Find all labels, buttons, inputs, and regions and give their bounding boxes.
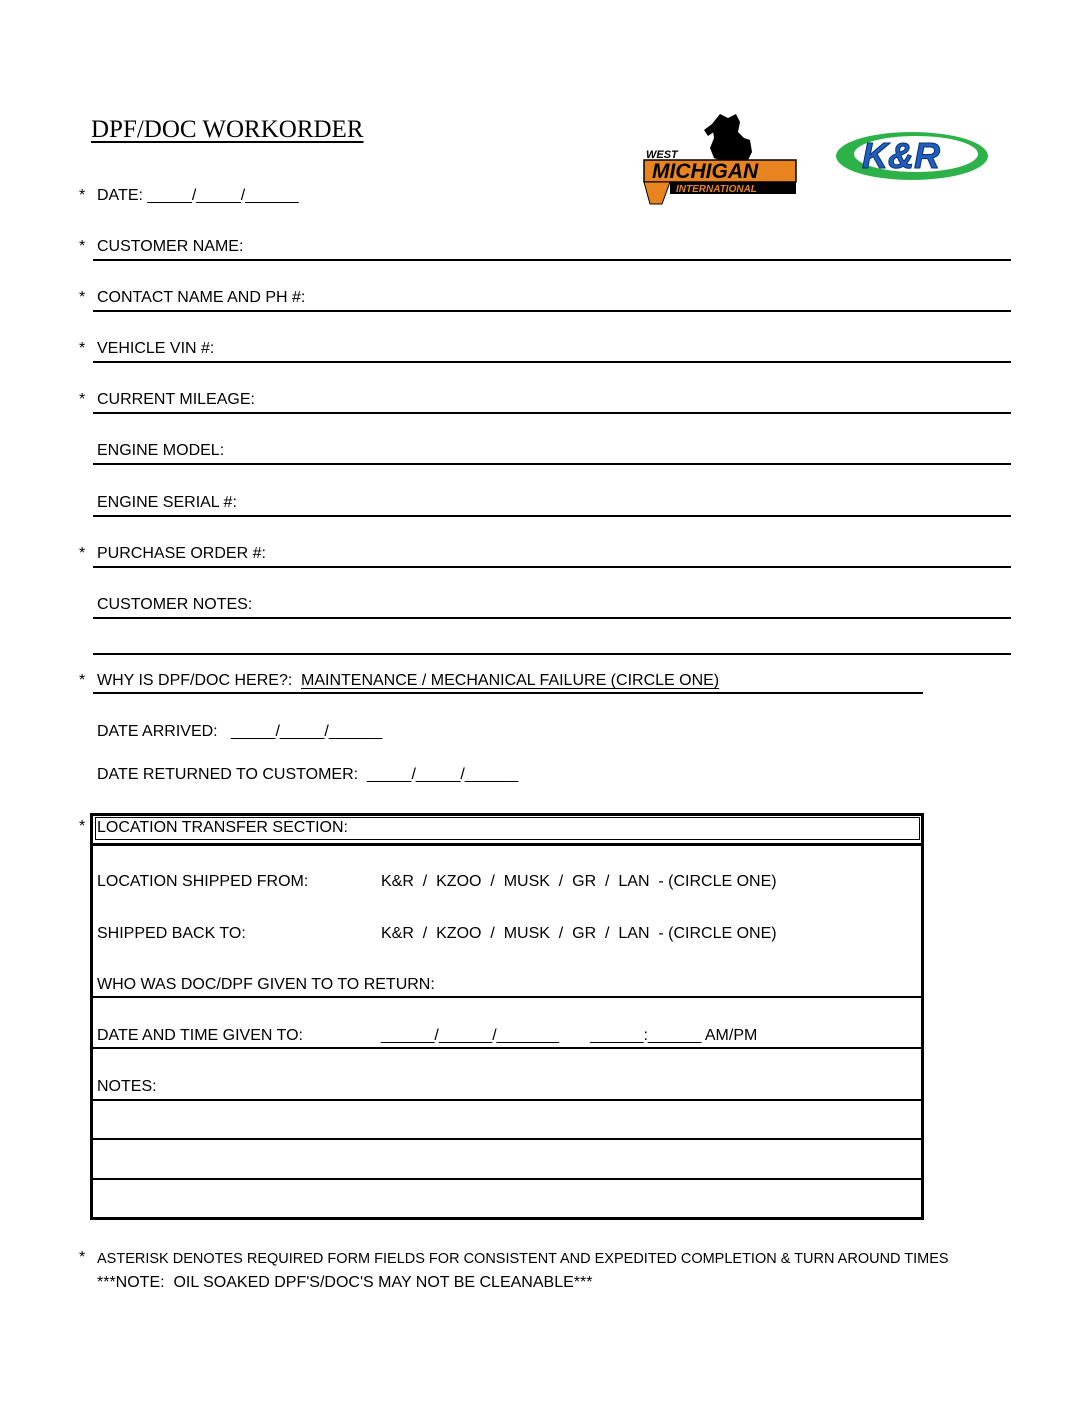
kr-logo-text: K&R: [862, 135, 940, 176]
why-here-line: [93, 692, 923, 694]
purchase-order-line[interactable]: [93, 566, 1011, 568]
transfer-notes-line-2[interactable]: [93, 1138, 921, 1140]
required-asterisk: *: [79, 672, 86, 689]
contact-line[interactable]: [93, 310, 1011, 312]
wmi-logo-international-text: INTERNATIONAL: [676, 184, 757, 195]
who-given-line[interactable]: [93, 996, 921, 998]
required-asterisk: *: [79, 545, 86, 562]
customer-notes-label: CUSTOMER NOTES:: [97, 596, 253, 613]
engine-model-label: ENGINE MODEL:: [97, 442, 225, 459]
wmi-logo-michigan-text: MICHIGAN: [652, 160, 759, 183]
oil-soaked-note: ***NOTE: OIL SOAKED DPF'S/DOC'S MAY NOT BE CLEANABLE***: [97, 1274, 593, 1291]
customer-notes-line-2[interactable]: [93, 653, 1011, 655]
engine-serial-label: ENGINE SERIAL #:: [97, 494, 237, 511]
mileage-label: CURRENT MILEAGE:: [97, 391, 255, 408]
date-time-given-field[interactable]: ______/______/_______ ______:______ AM/PM: [381, 1027, 758, 1044]
customer-notes-line-1[interactable]: [93, 617, 1011, 619]
required-asterisk: *: [79, 818, 86, 835]
required-asterisk: *: [79, 289, 86, 306]
shipped-from-options[interactable]: K&R / KZOO / MUSK / GR / LAN - (CIRCLE ONE): [381, 873, 777, 890]
engine-serial-line[interactable]: [93, 515, 1011, 517]
who-given-label: WHO WAS DOC/DPF GIVEN TO TO RETURN:: [97, 976, 435, 993]
transfer-notes-line-1[interactable]: [93, 1099, 921, 1101]
transfer-notes-line-3[interactable]: [93, 1178, 921, 1180]
required-asterisk: *: [79, 391, 86, 408]
shipped-back-label: SHIPPED BACK TO:: [97, 925, 246, 942]
customer-name-label: CUSTOMER NAME:: [97, 238, 244, 255]
required-asterisk: *: [79, 238, 86, 255]
asterisk-note: ASTERISK DENOTES REQUIRED FORM FIELDS FOR CONSISTENT AND EXPEDITED COMPLETION & TURN AROUND TIMES: [97, 1251, 949, 1267]
required-asterisk: *: [79, 340, 86, 357]
date-field[interactable]: DATE: _____/_____/______: [97, 187, 299, 204]
why-here-options[interactable]: MAINTENANCE / MECHANICAL FAILURE (CIRCLE ONE): [301, 672, 720, 689]
purchase-order-label: PURCHASE ORDER #:: [97, 545, 266, 562]
required-asterisk: *: [79, 187, 86, 204]
engine-model-line[interactable]: [93, 463, 1011, 465]
kr-logo: [832, 126, 992, 184]
vin-label: VEHICLE VIN #:: [97, 340, 215, 357]
contact-label: CONTACT NAME AND PH #:: [97, 289, 306, 306]
mileage-line[interactable]: [93, 412, 1011, 414]
page-title: DPF/DOC WORKORDER: [91, 116, 364, 143]
transfer-notes-label: NOTES:: [97, 1078, 157, 1095]
vin-line[interactable]: [93, 361, 1011, 363]
west-michigan-international-logo: [640, 108, 800, 208]
required-asterisk: *: [79, 1249, 86, 1266]
transfer-section-header: LOCATION TRANSFER SECTION:: [97, 819, 348, 836]
shipped-from-label: LOCATION SHIPPED FROM:: [97, 873, 309, 890]
date-returned-field[interactable]: DATE RETURNED TO CUSTOMER: _____/_____/______: [97, 766, 519, 783]
date-time-given-line: [93, 1047, 921, 1049]
customer-name-line[interactable]: [93, 259, 1011, 261]
date-arrived-field[interactable]: DATE ARRIVED: _____/_____/______: [97, 723, 383, 740]
shipped-back-options[interactable]: K&R / KZOO / MUSK / GR / LAN - (CIRCLE ONE): [381, 925, 777, 942]
date-time-given-label: DATE AND TIME GIVEN TO:: [97, 1027, 303, 1044]
why-here-label: WHY IS DPF/DOC HERE?:: [97, 672, 293, 689]
wmi-logo-west-text: WEST: [646, 149, 678, 161]
